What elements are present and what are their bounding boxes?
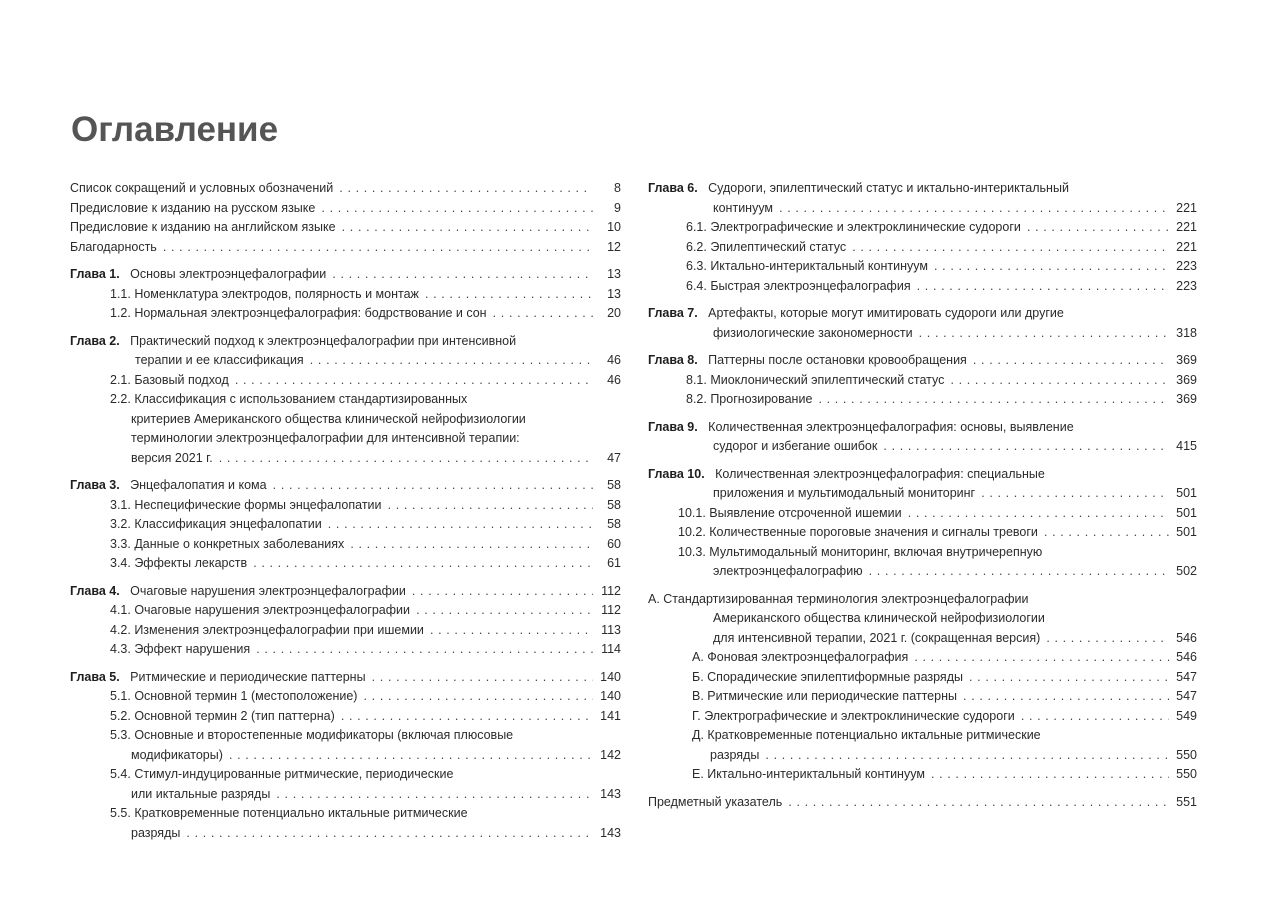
toc-entry[interactable]: [70, 496, 621, 516]
toc-entry-text: А. Фоновая электроэнцефалография: [692, 650, 909, 664]
toc-entry-label: [110, 806, 470, 820]
section-gap: [648, 296, 1197, 304]
page-number: 501: [1176, 486, 1197, 500]
toc-entry[interactable]: [648, 543, 1197, 563]
toc-entry-text: В. Ритмические или периодические паттерны: [692, 689, 957, 703]
toc-entry[interactable]: [70, 554, 621, 574]
toc-entry[interactable]: [70, 218, 621, 238]
toc-entry[interactable]: [648, 707, 1197, 727]
toc-entry-text: 5.1. Основной термин 1 (местоположение): [110, 689, 358, 703]
page-number: 142: [600, 747, 621, 762]
toc-entry-label: [110, 603, 412, 617]
page-number: 143: [600, 786, 621, 801]
toc-entry[interactable]: [70, 535, 621, 555]
chapter-number: Глава 10.: [648, 466, 705, 481]
toc-entry[interactable]: [70, 515, 621, 535]
toc-chapter-entry[interactable]: [648, 351, 1197, 371]
toc-entry[interactable]: [70, 429, 621, 449]
toc-entry-text: судорог и избегание ошибок: [713, 439, 878, 453]
toc-entry-text: 3.3. Данные о конкретных заболеваниях: [110, 536, 345, 551]
toc-entry-text: Судороги, эпилептический статус и иктально-интериктальный: [708, 181, 1069, 195]
toc-entry[interactable]: [648, 218, 1197, 238]
page-number: 140: [600, 689, 621, 703]
page-number: 221: [1176, 200, 1197, 215]
toc-chapter-entry[interactable]: [70, 582, 621, 602]
page-number: 47: [607, 450, 621, 465]
toc-entry-label: [131, 431, 522, 445]
page-number: 13: [607, 286, 621, 301]
toc-entry-label: [692, 689, 959, 703]
page-number: 112: [601, 603, 621, 617]
toc-entry-label: [110, 689, 359, 703]
toc-entry[interactable]: [70, 640, 621, 660]
page-number: 547: [1176, 689, 1197, 703]
toc-entry-text: 6.2. Эпилептический статус: [686, 239, 847, 254]
toc-entry[interactable]: [648, 238, 1197, 258]
toc-entry-text: Благодарность: [70, 239, 157, 254]
toc-entry-text: 6.4. Быстрая электроэнцефалография: [686, 278, 911, 293]
toc-entry[interactable]: [648, 257, 1197, 277]
toc-entry[interactable]: [70, 726, 621, 746]
chapter-number: Глава 6.: [648, 181, 698, 195]
page-number: 223: [1176, 259, 1197, 273]
toc-left-column: [70, 179, 621, 843]
page-number: 501: [1176, 525, 1197, 539]
toc-entry-text: Б. Спорадические эпилептиформные разряды: [692, 669, 963, 684]
toc-entry[interactable]: [70, 304, 621, 324]
chapter-number: Глава 3.: [70, 478, 120, 492]
toc-chapter-entry[interactable]: [648, 418, 1197, 438]
toc-entry-text: Основы электроэнцефалографии: [130, 267, 327, 281]
section-gap: [70, 324, 621, 332]
toc-entry-text: Паттерны после остановки кровообращения: [708, 353, 967, 367]
toc-entry[interactable]: [70, 621, 621, 641]
page-title: Оглавление: [71, 110, 279, 149]
page-number: 502: [1176, 564, 1197, 578]
toc-entry-label: [110, 392, 469, 406]
page-number: 501: [1176, 505, 1197, 520]
toc-entry-text: Энцефалопатия и кома: [130, 478, 267, 492]
toc-entry[interactable]: [648, 371, 1197, 391]
toc-entry[interactable]: [648, 504, 1197, 524]
toc-entry-text: Количественная электроэнцефалография: специальные: [715, 466, 1045, 481]
section-gap: [648, 785, 1197, 793]
section-gap: [648, 582, 1197, 590]
toc-entry[interactable]: [648, 523, 1197, 543]
chapter-number: Глава 7.: [648, 306, 698, 320]
section-gap: [648, 410, 1197, 418]
section-gap: [648, 457, 1197, 465]
page-number: 10: [607, 220, 621, 234]
page-number: 549: [1176, 708, 1197, 723]
toc-entry-label: [110, 642, 252, 656]
toc-entry-text: терапии и ее классификация: [135, 353, 304, 367]
toc-entry-text: 5.4. Стимул-индуцированные ритмические, периодические: [110, 767, 454, 781]
toc-entry-label: [131, 748, 225, 762]
toc-entry[interactable]: [648, 390, 1197, 410]
toc-entry-label: [70, 670, 368, 684]
page-number: 369: [1176, 353, 1197, 367]
toc-entry[interactable]: [648, 668, 1197, 688]
toc-entry-text: физиологические закономерности: [713, 325, 913, 340]
toc-entry-label: [110, 728, 515, 742]
toc-entry-text: терминологии электроэнцефалографии для интенсивной терапии:: [131, 431, 520, 445]
toc-entry[interactable]: [648, 793, 1197, 813]
toc-entry-label: [713, 201, 775, 215]
toc-entry-label: [713, 611, 1047, 625]
toc-entry-text: континуум: [713, 200, 774, 215]
toc-entry-text: 5.2. Основной термин 2 (тип паттерна): [110, 708, 335, 723]
toc-entry-label: [70, 240, 159, 254]
toc-entry-text: Практический подход к электроэнцефалографии при интенсивной: [130, 333, 517, 348]
toc-entry-label: [110, 709, 337, 723]
toc-entry[interactable]: [70, 687, 621, 707]
toc-entry-label: [686, 240, 848, 254]
toc-entry[interactable]: [70, 179, 621, 199]
toc-entry-text: Американского общества клинической нейрофизиологии: [713, 611, 1045, 625]
toc-entry[interactable]: [648, 484, 1197, 504]
chapter-number: Глава 1.: [70, 267, 120, 281]
toc-entry-text: Предметный указатель: [648, 794, 783, 809]
toc-entry-text: 4.2. Изменения электроэнцефалографии при ишемии: [110, 622, 424, 637]
chapter-number: Глава 8.: [648, 353, 698, 367]
toc-entry-text: 10.3. Мультимодальный мониторинг, включая внутричерепную: [678, 544, 1043, 559]
toc-entry-label: [131, 451, 215, 465]
page-number: 13: [607, 267, 621, 281]
toc-entry-text: Артефакты, которые могут имитировать судороги или другие: [708, 306, 1064, 320]
toc-entry-label: [713, 326, 915, 340]
toc-entry-label: [70, 181, 335, 195]
page-number: 9: [614, 200, 621, 215]
toc-entry-text: или иктальные разряды: [131, 786, 271, 801]
toc-entry-label: [110, 373, 231, 387]
toc-chapter-entry[interactable]: [648, 304, 1197, 324]
toc-entry-label: [70, 220, 338, 234]
toc-entry-text: Е. Иктально-интериктальный континуум: [692, 767, 925, 781]
chapter-number: Глава 4.: [70, 583, 120, 598]
toc-entry-text: 8.2. Прогнозирование: [686, 392, 813, 406]
toc-entry[interactable]: [648, 437, 1197, 457]
toc-entry[interactable]: [648, 687, 1197, 707]
toc-entry-text: версия 2021 г.: [131, 450, 213, 465]
toc-entry[interactable]: [648, 590, 1197, 610]
toc-entry-text: А. Стандартизированная терминология электроэнцефалографии: [648, 591, 1029, 606]
toc-entry-text: 3.4. Эффекты лекарств: [110, 556, 248, 570]
toc-entry-text: модификаторы): [131, 747, 223, 762]
section-gap: [70, 257, 621, 265]
toc-entry-label: [110, 287, 421, 301]
page-number: 221: [1176, 220, 1197, 234]
toc-entry-text: Предисловие к изданию на русском языке: [70, 200, 316, 215]
toc-entry-label: [135, 353, 306, 367]
page-number: 113: [601, 622, 621, 637]
toc-entry-text: 3.2. Классификация энцефалопатии: [110, 517, 322, 531]
toc-entry[interactable]: [70, 199, 621, 219]
toc-entry-label: [110, 623, 426, 637]
toc-entry-label: [70, 201, 317, 215]
toc-entry-label: [648, 795, 784, 809]
toc-entry-label: [110, 517, 324, 531]
chapter-number: Глава 9.: [648, 419, 698, 434]
toc-entry-text: Ритмические и периодические паттерны: [130, 669, 366, 684]
toc-entry[interactable]: [648, 199, 1197, 219]
toc-entry-label: [678, 545, 1044, 559]
toc-entry-label: [131, 826, 182, 840]
page-number: 550: [1176, 747, 1197, 762]
chapter-number: Глава 2.: [70, 333, 120, 348]
toc-entry-label: [686, 279, 913, 293]
page-number: 546: [1176, 650, 1197, 664]
page-number: 114: [601, 642, 621, 656]
toc-entry-label: [110, 498, 384, 512]
toc-entry-text: 5.5. Кратковременные потенциально иктальные ритмические: [110, 806, 468, 820]
page-number: 143: [600, 825, 621, 840]
page-number: 61: [607, 556, 621, 570]
toc-entry-text: 10.2. Количественные пороговые значения и сигналы тревоги: [678, 525, 1038, 539]
toc-chapter-entry[interactable]: [648, 465, 1197, 485]
toc-entry[interactable]: [70, 351, 621, 371]
toc-entry[interactable]: [70, 707, 621, 727]
toc-entry[interactable]: [648, 277, 1197, 297]
toc-chapter-entry[interactable]: [70, 476, 621, 496]
toc-entry[interactable]: [648, 765, 1197, 785]
toc-entry[interactable]: [70, 824, 621, 844]
page-number: 550: [1176, 767, 1197, 781]
page-number: 546: [1176, 630, 1197, 645]
toc-entry[interactable]: [70, 285, 621, 305]
toc-entry-label: [70, 334, 518, 348]
toc-entry-text: Количественная электроэнцефалография: основы, выявление: [708, 419, 1074, 434]
page-number: 369: [1176, 372, 1197, 387]
page-number: 223: [1176, 278, 1197, 293]
toc-entry-label: [70, 478, 269, 492]
page-number: 60: [607, 536, 621, 551]
toc-entry-text: 8.1. Миоклонический эпилептический статус: [686, 372, 945, 387]
toc-entry[interactable]: [648, 609, 1197, 629]
toc-entry-label: [686, 392, 814, 406]
page-number: 8: [614, 181, 621, 195]
toc-entry-label: [713, 564, 865, 578]
toc-entry-text: 4.1. Очаговые нарушения электроэнцефалографии: [110, 603, 410, 617]
toc-entry-text: 2.1. Базовый подход: [110, 372, 229, 387]
toc-entry[interactable]: [648, 746, 1197, 766]
toc-entry-text: 10.1. Выявление отсроченной ишемии: [678, 505, 902, 520]
page-number: 46: [607, 372, 621, 387]
page-number: 140: [600, 669, 621, 684]
toc-entry-label: [648, 306, 1066, 320]
toc-entry-label: [678, 506, 904, 520]
toc-entry-label: [131, 412, 528, 426]
toc-entry-label: [110, 537, 346, 551]
toc-entry-text: Список сокращений и условных обозначений: [70, 181, 334, 195]
page-number: 58: [607, 497, 621, 512]
toc-entry-label: [678, 525, 1040, 539]
toc-entry[interactable]: [70, 371, 621, 391]
section-gap: [648, 343, 1197, 351]
toc-entry-label: [648, 181, 1071, 195]
toc-entry[interactable]: [648, 562, 1197, 582]
toc-entry[interactable]: [648, 648, 1197, 668]
toc-entry-label: [648, 467, 1047, 481]
page-number: 318: [1176, 325, 1197, 340]
toc-entry-text: 2.2. Классификация с использованием стандартизированных: [110, 392, 468, 406]
toc-entry-label: [110, 306, 489, 320]
page-number: 58: [607, 478, 621, 492]
section-gap: [70, 468, 621, 476]
toc-entry-text: приложения и мультимодальный мониторинг: [713, 486, 976, 500]
toc-entry-label: [70, 584, 408, 598]
section-gap: [70, 574, 621, 582]
toc-entry-label: [648, 353, 969, 367]
toc-entry[interactable]: [70, 390, 621, 410]
page-number: 221: [1176, 239, 1197, 254]
toc-entry-label: [648, 420, 1076, 434]
toc-right-column: [648, 179, 1197, 812]
toc-entry-text: 1.1. Номенклатура электродов, полярность и монтаж: [110, 286, 419, 301]
toc-entry[interactable]: [648, 629, 1197, 649]
toc-entry[interactable]: [70, 746, 621, 766]
toc-entry-text: Д. Кратковременные потенциально иктальные ритмические: [692, 728, 1041, 742]
toc-entry-label: [692, 709, 1017, 723]
page-number: 369: [1176, 392, 1197, 406]
page-number: 141: [600, 708, 621, 723]
page-number: 12: [607, 239, 621, 254]
toc-entry-text: 6.1. Электрографические и электроклинические судороги: [686, 220, 1021, 234]
toc-entry[interactable]: [70, 785, 621, 805]
page-number: 551: [1176, 794, 1197, 809]
toc-entry-label: [110, 556, 249, 570]
toc-entry[interactable]: [648, 726, 1197, 746]
toc-entry-text: 4.3. Эффект нарушения: [110, 642, 251, 656]
toc-entry-label: [686, 220, 1023, 234]
page-number: 46: [607, 353, 621, 367]
toc-chapter-entry[interactable]: [70, 332, 621, 352]
toc-entry-text: для интенсивной терапии, 2021 г. (сокращенная версия): [713, 630, 1041, 645]
toc-entry-label: [692, 670, 965, 684]
toc-entry-text: 3.1. Неспецифические формы энцефалопатии: [110, 497, 382, 512]
toc-chapter-entry[interactable]: [70, 265, 621, 285]
toc-chapter-entry[interactable]: [70, 668, 621, 688]
toc-entry-label: [686, 259, 930, 273]
page-number: 112: [601, 583, 621, 598]
toc-entry-label: [713, 486, 977, 500]
toc-entry-text: Предисловие к изданию на английском языке: [70, 220, 336, 234]
toc-chapter-entry[interactable]: [648, 179, 1197, 199]
toc-entry[interactable]: [70, 449, 621, 469]
page-number: 20: [607, 306, 621, 320]
toc-entry-label: [70, 267, 328, 281]
toc-entry-text: критериев Американского общества клинической нейрофизиологии: [131, 411, 526, 426]
toc-entry-text: разряды: [131, 825, 181, 840]
toc-entry-label: [686, 373, 946, 387]
toc-entry-text: Г. Электрографические и электроклинические судороги: [692, 708, 1015, 723]
toc-entry-text: разряды: [710, 747, 760, 762]
toc-entry-text: 1.2. Нормальная электроэнцефалография: бодрствование и сон: [110, 306, 487, 320]
toc-entry[interactable]: [70, 238, 621, 258]
toc-entry-label: [648, 592, 1030, 606]
toc-entry[interactable]: [70, 804, 621, 824]
page-number: 547: [1176, 669, 1197, 684]
toc-entry-label: [692, 650, 910, 664]
toc-entry-label: [710, 748, 761, 762]
toc-entry-text: 5.3. Основные и второстепенные модификаторы (включая плюсовые: [110, 728, 514, 742]
section-gap: [70, 660, 621, 668]
toc-entry-text: электроэнцефалографию: [713, 564, 863, 578]
toc-entry-text: Очаговые нарушения электроэнцефалографии: [130, 583, 406, 598]
toc-entry-label: [713, 439, 879, 453]
toc-entry-label: [713, 631, 1042, 645]
chapter-number: Глава 5.: [70, 669, 120, 684]
toc-entry[interactable]: [70, 601, 621, 621]
toc-entry[interactable]: [70, 765, 621, 785]
page-number: 415: [1176, 439, 1197, 453]
toc-entry-label: [692, 767, 927, 781]
toc-entry-label: [692, 728, 1043, 742]
toc-entry-label: [131, 787, 272, 801]
toc-entry[interactable]: [70, 410, 621, 430]
page-number: 58: [607, 517, 621, 531]
toc-entry[interactable]: [648, 324, 1197, 344]
toc-entry-label: [110, 767, 455, 781]
toc-entry-text: 6.3. Иктально-интериктальный континуум: [686, 259, 928, 273]
